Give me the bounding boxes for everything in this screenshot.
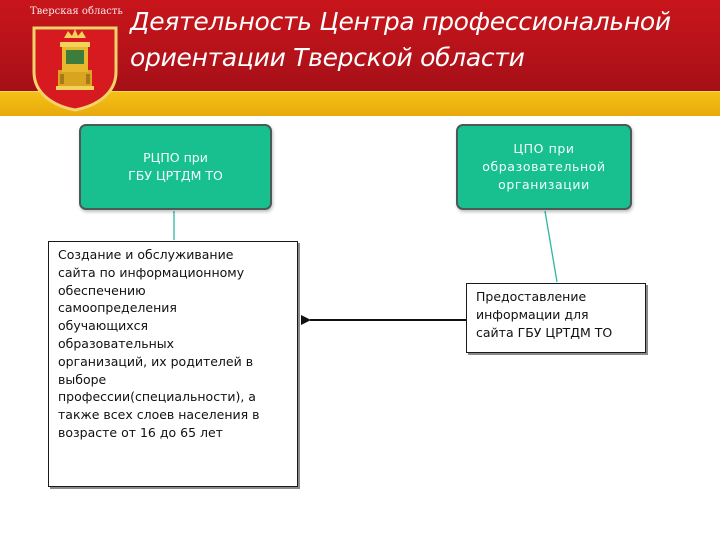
- region-label: Тверская область: [30, 6, 123, 17]
- connector-right-node-to-box: [545, 211, 557, 282]
- website-description-text: Создание и обслуживание сайта по информационному обеспечению самоопределения обучающихся образовательных организаций, их родителей в выборе профессии(специальности), а также всех слоев населения в возрасте от 16 до 65 лет: [58, 247, 260, 440]
- info-provision-box: [466, 283, 646, 353]
- cpo-node-label: ЦПО при образовательной организации: [482, 141, 606, 192]
- page-title-line-1: Деятельность Центра профессиональной: [130, 7, 671, 36]
- page-title-line-2: ориентации Тверской области: [130, 43, 525, 72]
- website-description-box: [48, 241, 298, 487]
- cpo-node: [456, 124, 632, 210]
- info-provision-text: Предоставление информации для сайта ГБУ ЦРТДМ ТО: [476, 289, 613, 340]
- rcpo-node: [79, 124, 272, 210]
- rcpo-node-label: РЦПО при ГБУ ЦРТДМ ТО: [128, 150, 223, 183]
